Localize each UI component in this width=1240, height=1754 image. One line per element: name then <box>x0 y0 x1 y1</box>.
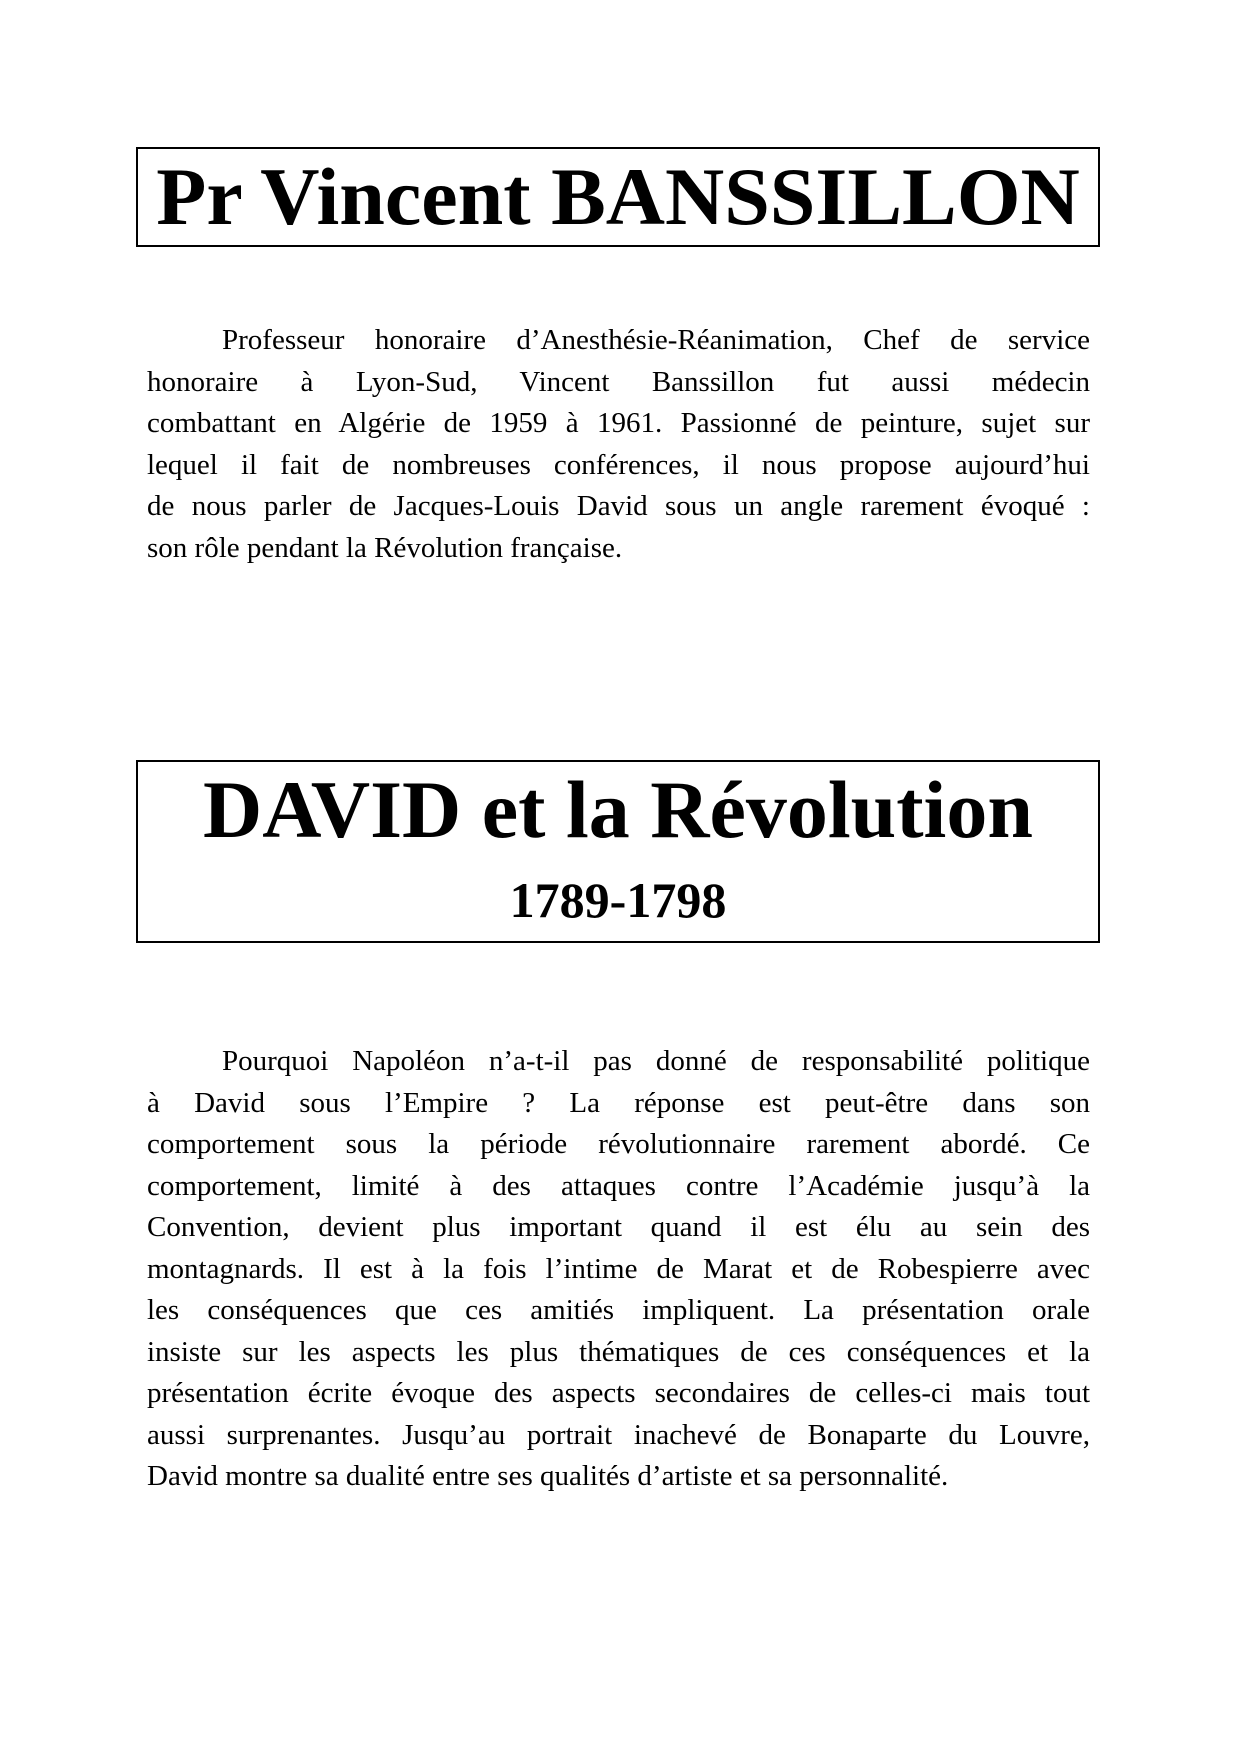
abstract-line: Convention, devient plus important quand il est élu au sein des <box>147 1211 1090 1243</box>
abstract-line: présentation écrite évoque des aspects secondaires de celles-ci mais tout <box>147 1377 1090 1409</box>
bio-line: honoraire à Lyon-Sud, Vincent Banssillon fut aussi médecin <box>147 365 1090 398</box>
author-name: Pr Vincent BANSSILLON <box>156 151 1080 242</box>
abstract-line: David montre sa dualité entre ses qualités d’artiste et sa personnalité. <box>147 1460 949 1492</box>
abstract-line: aussi surprenantes. Jusqu’au portrait inachevé de Bonaparte du Louvre, <box>147 1418 1090 1451</box>
author-title-box <box>136 147 1100 247</box>
topic-title: DAVID et la Révolution <box>203 764 1033 855</box>
bio-line: de nous parler de Jacques-Louis David sous un angle rarement évoqué : <box>147 490 1090 522</box>
abstract-line: comportement, limité à des attaques contre l’Académie jusqu’à la <box>147 1169 1090 1202</box>
abstract-paragraph <box>147 1041 1090 1498</box>
abstract-line: les conséquences que ces amitiés impliquent. La présentation orale <box>147 1294 1090 1326</box>
topic-dates: 1789-1798 <box>509 872 727 928</box>
abstract-line: comportement sous la période révolutionnaire rarement abordé. Ce <box>147 1128 1090 1160</box>
topic-title-box <box>136 760 1100 943</box>
abstract-line: insiste sur les aspects les plus thématiques de ces conséquences et la <box>147 1335 1090 1368</box>
bio-line: lequel il fait de nombreuses conférences, il nous propose aujourd’hui <box>147 448 1090 481</box>
bio-line: son rôle pendant la Révolution française. <box>147 531 623 564</box>
abstract-line: montagnards. Il est à la fois l’intime de Marat et de Robespierre avec <box>147 1252 1090 1285</box>
bio-line: Professeur honoraire d’Anesthésie-Réanimation, Chef de service <box>222 324 1090 356</box>
abstract-line: Pourquoi Napoléon n’a-t-il pas donné de responsabilité politique <box>222 1045 1090 1077</box>
bio-line: combattant en Algérie de 1959 à 1961. Passionné de peinture, sujet sur <box>147 407 1090 439</box>
abstract-line: à David sous l’Empire ? La réponse est peut-être dans son <box>147 1086 1090 1119</box>
author-bio-paragraph <box>147 320 1090 569</box>
